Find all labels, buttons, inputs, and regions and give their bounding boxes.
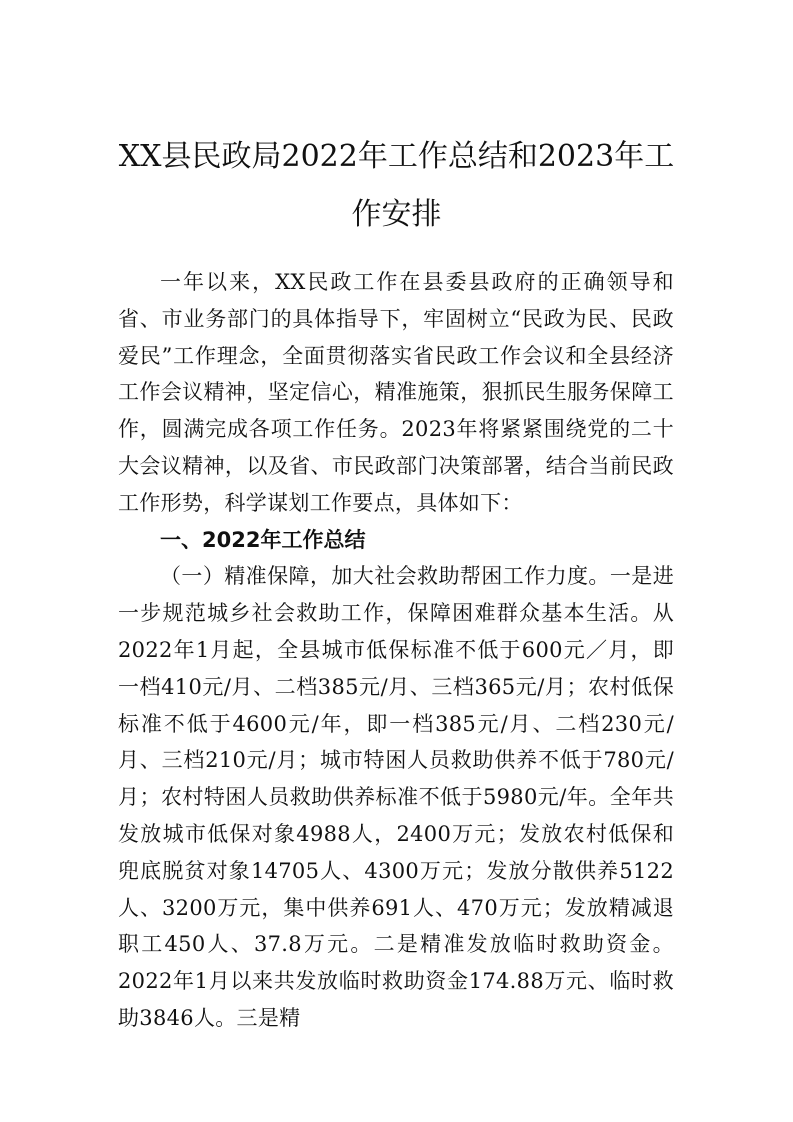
document-body (118, 264, 674, 1037)
document-title: XX县民政局2022年工作总结和2023年工作安排 (118, 139, 675, 232)
section-1-paragraph: （一）精准保障，加大社会救助帮困工作力度。一是进一步规范城乡社会救助工作，保障困难群众基本生活。从2022年1月起，全县城市低保标准不低于600元／月，即一档410元/月、二档385元/月、三档365元/月；农村低保标准不低于4600元/年，即一档385元/月、二档230元/月、三档210元/月；城市特困人员救助供养不低于780元/月；农村特困人员救助供养标准不低于5980元/年。全年共发放城市低保对象4988人，2400万元；发放农村低保和兜底脱贫对象14705人、4300万元；发放分散供养5122人、3200万元，集中供养691人、470万元；发放精减退职工450人、37.8万元。二是精准发放临时救助资金。2022年1月以来共发放临时救助资金174.88万元、临时救助3846人。三是精 (118, 564, 674, 1030)
intro-paragraph: 一年以来，XX民政工作在县委县政府的正确领导和省、市业务部门的具体指导下，牢固树立“民政为民、民政爱民”工作理念，全面贯彻落实省民政工作会议和全县经济工作会议精神，坚定信心，精准施策，狠抓民生服务保障工作，圆满完成各项工作任务。2023年将紧紧围绕党的二十大会议精神，以及省、市民政部门决策部署，结合当前民政工作形势，科学谋划工作要点，具体如下： (118, 270, 674, 515)
section-heading-2022-summary: 一、2022年工作总结 (160, 527, 366, 552)
